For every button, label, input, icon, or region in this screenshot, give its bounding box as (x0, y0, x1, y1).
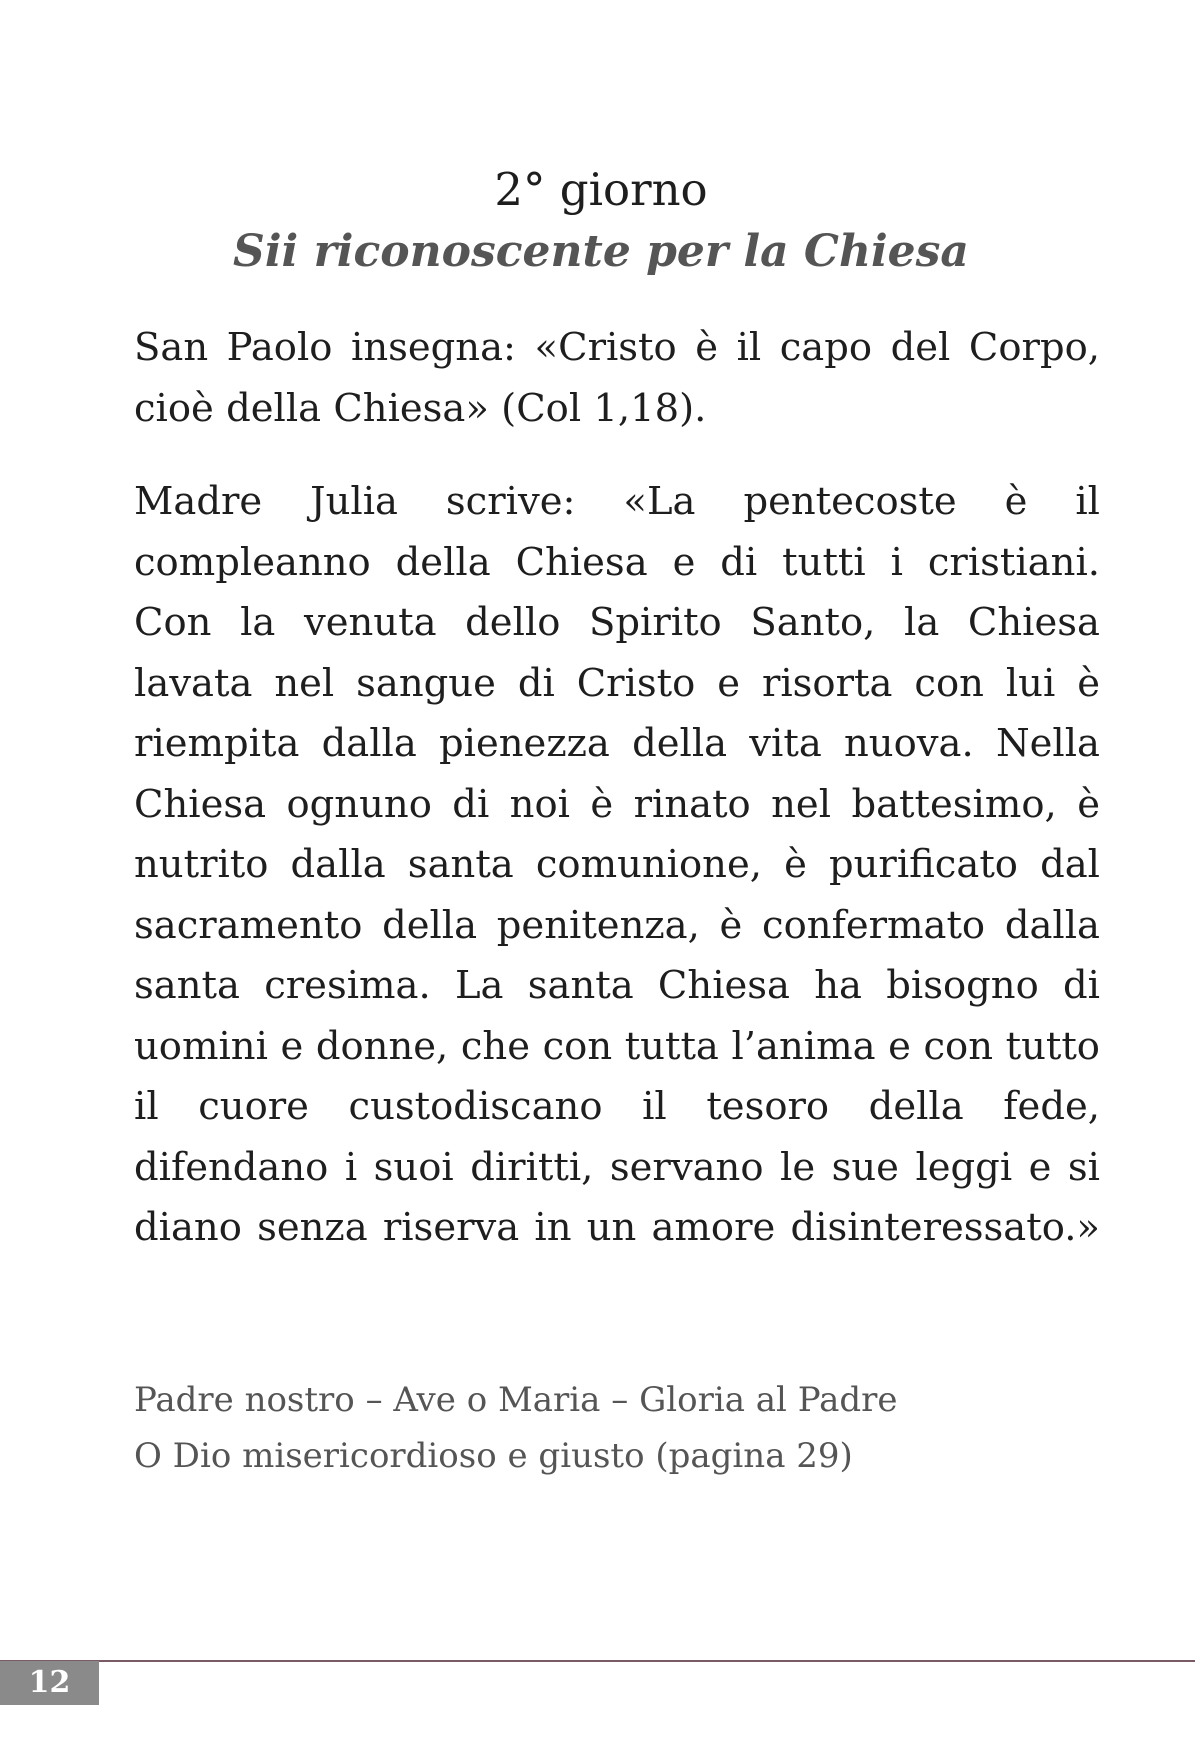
text-line: uomini e donne, che con tutta l’anima e con tutto (134, 1023, 1100, 1069)
text-line: Con la venuta dello Spirito Santo, la Chiesa (134, 600, 1100, 645)
paragraph-scripture-quote (134, 318, 1100, 439)
text-line: compleanno della Chiesa e di tutti i cristiani. (134, 539, 1100, 585)
text-line: nutrito dalla santa comunione, è purificato dal (134, 842, 1100, 887)
text-line: Madre Julia scrive: «La pentecoste è il (134, 479, 1100, 524)
text-line: sacramento della penitenza, è confermato dalla (134, 902, 1100, 948)
prayer-references (134, 1372, 1034, 1484)
day-label: 2° giorno (494, 163, 708, 216)
text-line: difendano i suoi diritti, servano le sue leggi e si (134, 1144, 1100, 1190)
footer-divider (0, 1660, 1195, 1662)
text-line: riempita dalla pienezza della vita nuova. Nella (134, 721, 1100, 766)
text-line: santa cresima. La santa Chiesa ha bisogno di (134, 963, 1100, 1008)
prayer-line: O Dio misericordioso e giusto (pagina 29) (134, 1436, 853, 1476)
text-line: San Paolo insegna: «Cristo è il capo del Corpo, (134, 325, 1100, 370)
page-number: 12 (0, 1661, 99, 1705)
text-line: il cuore custodiscano il tesoro della fede, (134, 1084, 1100, 1129)
text-line: cioè della Chiesa» (Col 1,18). (134, 385, 707, 431)
prayer-line: Padre nostro – Ave o Maria – Gloria al Padre (134, 1380, 898, 1420)
text-line: Chiesa ognuno di noi è rinato nel battesimo, è (134, 781, 1100, 827)
text-line: diano senza riserva in un amore disinteressato.» (134, 1205, 1100, 1250)
day-title: Sii riconoscente per la Chiesa (233, 226, 969, 277)
paragraph-madre-julia-quote (134, 472, 1100, 1259)
text-line: lavata nel sangue di Cristo e risorta con lui è (134, 660, 1100, 706)
